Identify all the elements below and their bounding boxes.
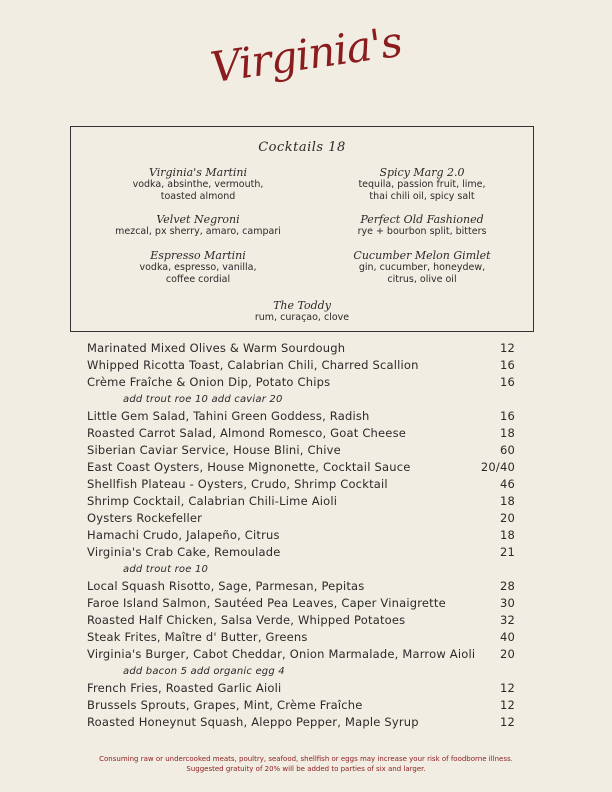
item-price: 20 xyxy=(499,647,515,661)
menu-item xyxy=(87,680,515,697)
menu-item xyxy=(87,612,515,629)
item-name: French Fries, Roasted Garlic Aioli xyxy=(87,681,282,695)
cocktail-item xyxy=(312,249,532,286)
cocktail-item xyxy=(88,249,308,286)
cocktail-ingredients: toasted almond xyxy=(160,191,236,202)
item-name: Brussels Sprouts, Grapes, Mint, Crème Fraîche xyxy=(87,698,363,712)
cocktail-item xyxy=(88,213,308,238)
menu-item xyxy=(87,527,515,544)
item-name: East Coast Oysters, House Mignonette, Cocktail Sauce xyxy=(87,460,411,474)
item-name: Local Squash Risotto, Sage, Parmesan, Pepitas xyxy=(87,579,365,593)
restaurant-logo: Virginia's xyxy=(207,16,405,93)
item-price: 30 xyxy=(499,596,515,610)
menu-item xyxy=(87,442,515,459)
cocktails-section xyxy=(70,126,534,332)
item-price: 12 xyxy=(499,341,515,355)
cocktail-ingredients: thai chili oil, spicy salt xyxy=(369,191,475,202)
gratuity-notice: Suggested gratuity of 20% will be added to parties of six and larger. xyxy=(186,765,426,773)
item-price: 21 xyxy=(499,545,515,559)
cocktail-name: Velvet Negroni xyxy=(156,213,240,226)
cocktail-ingredients: tequila, passion fruit, lime, xyxy=(358,179,486,190)
item-price: 18 xyxy=(499,528,515,542)
menu-item xyxy=(87,340,515,357)
menu-items xyxy=(87,340,515,731)
item-name: Little Gem Salad, Tahini Green Goddess, Radish xyxy=(87,409,370,423)
cocktail-ingredients: rum, curaçao, clove xyxy=(254,312,350,323)
item-price: 18 xyxy=(499,426,515,440)
cocktail-item xyxy=(312,213,532,238)
item-name: Steak Frites, Maître d' Butter, Greens xyxy=(87,630,308,644)
item-price: 16 xyxy=(499,375,515,389)
menu-item xyxy=(87,544,515,561)
item-name: add trout roe 10 add caviar 20 xyxy=(123,394,283,405)
menu-addon xyxy=(87,561,515,578)
menu-item xyxy=(87,459,515,476)
item-name: Hamachi Crudo, Jalapeño, Citrus xyxy=(87,528,280,542)
menu-item xyxy=(87,510,515,527)
cocktails-title: Cocktails 18 xyxy=(258,140,346,155)
item-price: 20 xyxy=(499,511,515,525)
cocktail-name: Perfect Old Fashioned xyxy=(360,213,484,226)
cocktail-ingredients: rye + bourbon split, bitters xyxy=(357,226,487,237)
menu-item xyxy=(87,629,515,646)
menu-addon xyxy=(87,391,515,408)
cocktail-ingredients: vodka, espresso, vanilla, xyxy=(139,262,257,273)
cocktail-item xyxy=(192,299,412,324)
cocktail-ingredients: vodka, absinthe, vermouth, xyxy=(132,179,264,190)
cocktail-ingredients: gin, cucumber, honeydew, xyxy=(358,262,486,273)
item-name: add bacon 5 add organic egg 4 xyxy=(123,666,285,677)
item-price: 12 xyxy=(499,681,515,695)
item-name: Virginia's Crab Cake, Remoulade xyxy=(87,545,281,559)
cocktail-name: Espresso Martini xyxy=(150,249,246,262)
item-name: Siberian Caviar Service, House Blini, Chive xyxy=(87,443,341,457)
item-price: 18 xyxy=(499,494,515,508)
cocktail-name: Cucumber Melon Gimlet xyxy=(353,249,491,262)
menu-item xyxy=(87,697,515,714)
foodborne-warning: Consuming raw or undercooked meats, poultry, seafood, shellfish or eggs may increase your risk of foodborne illness. xyxy=(99,755,513,763)
item-price: 32 xyxy=(499,613,515,627)
item-price: 12 xyxy=(499,698,515,712)
cocktail-ingredients: coffee cordial xyxy=(165,274,231,285)
menu-item xyxy=(87,408,515,425)
item-name: Roasted Carrot Salad, Almond Romesco, Goat Cheese xyxy=(87,426,407,440)
cocktail-ingredients: mezcal, px sherry, amaro, campari xyxy=(115,226,281,237)
menu-item xyxy=(87,714,515,731)
item-name: Roasted Honeynut Squash, Aleppo Pepper, Maple Syrup xyxy=(87,715,419,729)
cocktail-ingredients: citrus, olive oil xyxy=(387,274,457,285)
menu-item xyxy=(87,578,515,595)
item-price: 28 xyxy=(499,579,515,593)
menu-item xyxy=(87,493,515,510)
cocktail-item xyxy=(312,166,532,203)
item-name: Oysters Rockefeller xyxy=(87,511,203,525)
item-name: add trout roe 10 xyxy=(123,564,209,575)
menu-item xyxy=(87,476,515,493)
menu-item xyxy=(87,425,515,442)
item-price: 40 xyxy=(499,630,515,644)
item-name: Crème Fraîche & Onion Dip, Potato Chips xyxy=(87,375,331,389)
item-price: 12 xyxy=(499,715,515,729)
cocktail-item xyxy=(88,166,308,203)
footer-notice xyxy=(0,754,612,774)
item-price: 16 xyxy=(499,358,515,372)
item-price: 60 xyxy=(499,443,515,457)
item-name: Roasted Half Chicken, Salsa Verde, Whipped Potatoes xyxy=(87,613,406,627)
item-price: 46 xyxy=(499,477,515,491)
menu-item xyxy=(87,595,515,612)
item-name: Virginia's Burger, Cabot Cheddar, Onion Marmalade, Marrow Aioli xyxy=(87,647,476,661)
item-price: 20/40 xyxy=(480,460,515,474)
menu-item xyxy=(87,374,515,391)
item-name: Marinated Mixed Olives & Warm Sourdough xyxy=(87,341,346,355)
cocktail-name: Virginia's Martini xyxy=(148,166,248,179)
cocktail-name: The Toddy xyxy=(273,299,331,312)
item-name: Shellfish Plateau - Oysters, Crudo, Shrimp Cocktail xyxy=(87,477,388,491)
menu-item xyxy=(87,646,515,663)
item-name: Whipped Ricotta Toast, Calabrian Chili, Charred Scallion xyxy=(87,358,419,372)
item-name: Shrimp Cocktail, Calabrian Chili-Lime Aioli xyxy=(87,494,338,508)
cocktail-name: Spicy Marg 2.0 xyxy=(379,166,465,179)
menu-addon xyxy=(87,663,515,680)
item-name: Faroe Island Salmon, Sautéed Pea Leaves, Caper Vinaigrette xyxy=(87,596,446,610)
menu-item xyxy=(87,357,515,374)
item-price: 16 xyxy=(499,409,515,423)
